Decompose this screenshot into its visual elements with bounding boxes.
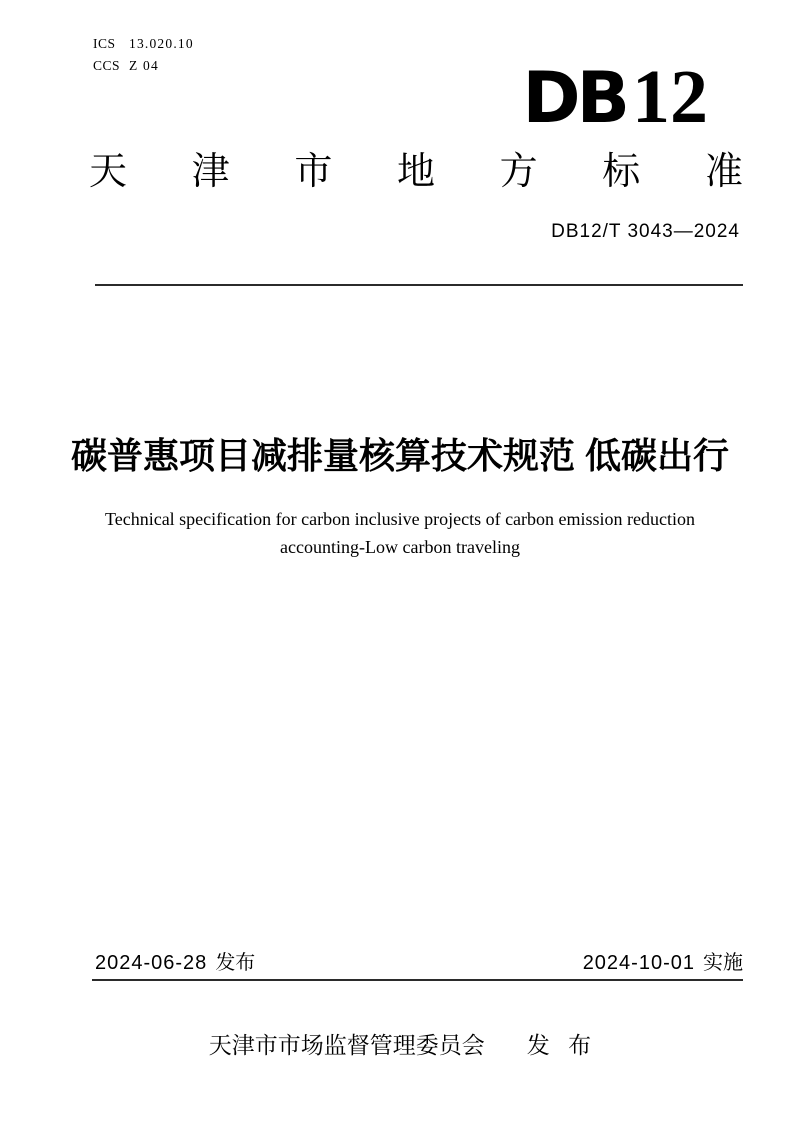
- publisher-row: [0, 1031, 800, 1059]
- ics-code-row: [93, 33, 194, 55]
- header-divider-rule: [95, 284, 743, 286]
- ccs-value: Z 04: [129, 58, 159, 73]
- standard-category-char: 地: [396, 151, 435, 193]
- db12-logo: [522, 55, 708, 139]
- ics-value: 13.020.10: [129, 36, 194, 51]
- ccs-code-row: [93, 55, 194, 77]
- implement-date-group: [583, 951, 743, 975]
- document-title-english-line2: accounting-Low carbon traveling: [280, 537, 520, 557]
- document-title-english-line1: Technical specification for carbon inclusive projects of carbon emission reduction: [104, 509, 696, 529]
- publish-label: 发 布: [526, 1032, 592, 1058]
- classification-codes: [93, 33, 194, 77]
- standard-category-title: [89, 153, 743, 191]
- publisher-name: 天津市市场监督管理委员会: [208, 1032, 485, 1058]
- ccs-label: CCS: [93, 58, 121, 73]
- implement-date: 2024-10-01: [582, 952, 695, 974]
- ics-label: ICS: [93, 36, 116, 51]
- standard-category-char: 标: [602, 151, 641, 193]
- standard-number: DB12/T 3043—2024: [551, 221, 740, 242]
- issue-date: 2024-06-28: [95, 952, 208, 974]
- issue-label: 发布: [215, 952, 256, 974]
- dates-row: [95, 951, 743, 975]
- document-title-english: [0, 505, 800, 561]
- document-title-chinese: 碳普惠项目减排量核算技术规范 低碳出行: [70, 435, 729, 476]
- standard-category-char: 天: [89, 151, 128, 193]
- standard-category-char: 市: [294, 151, 333, 193]
- standard-category-char: 方: [499, 151, 538, 193]
- footer-divider-rule: [92, 979, 743, 981]
- logo-region-number: 12: [632, 55, 708, 139]
- standard-category-char: 准: [704, 151, 743, 193]
- standard-category-char: 津: [191, 151, 230, 193]
- issue-date-group: [95, 951, 255, 975]
- logo-db-letters: DB: [522, 57, 626, 139]
- implement-label: 实施: [703, 952, 743, 974]
